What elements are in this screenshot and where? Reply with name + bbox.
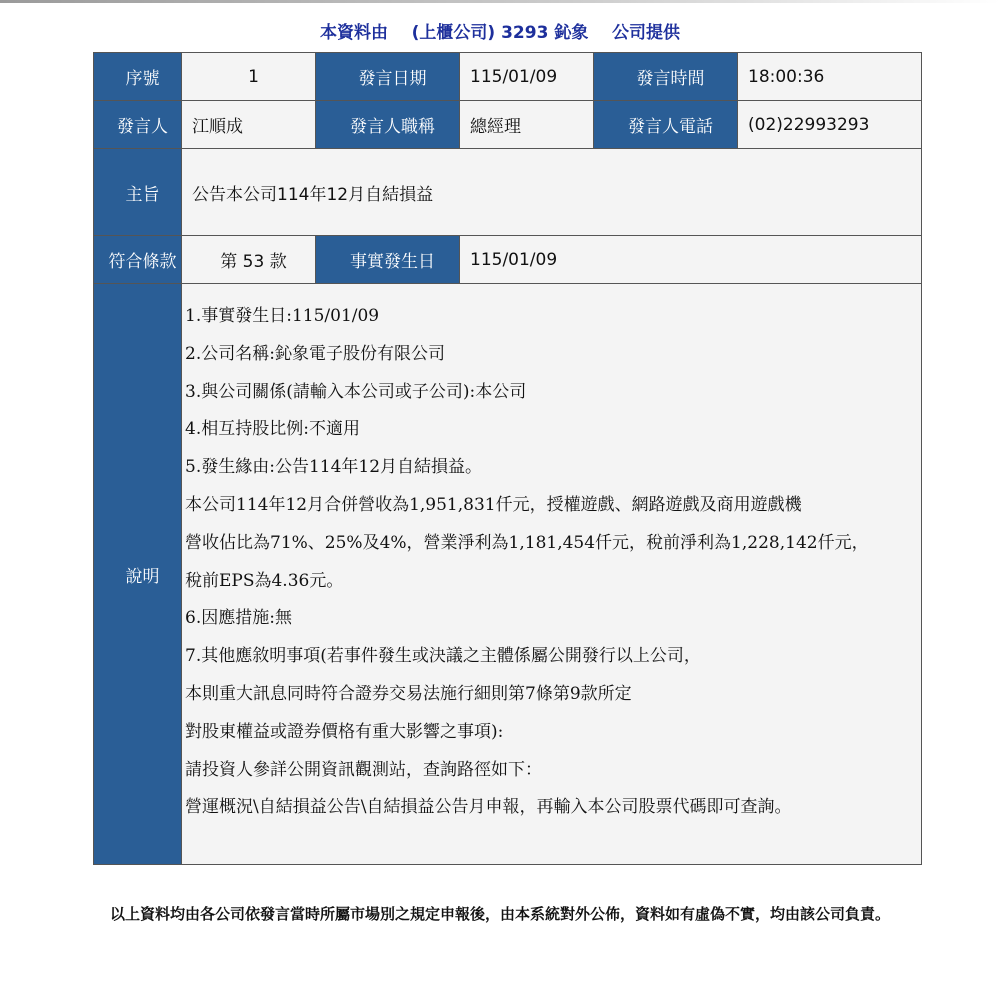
fact-date-label: 事實發生日 <box>316 236 460 284</box>
time-value: 18:00:36 <box>738 53 922 101</box>
description-line: 本公司114年12月合併營收為1,951,831仟元，授權遊戲、網路遊戲及商用遊戲機 <box>185 494 802 515</box>
table-row <box>94 53 922 101</box>
speaker-phone-value: (02)22993293 <box>738 101 922 149</box>
date-label: 發言日期 <box>316 53 460 101</box>
description-line: 營運概況\自結損益公告\自結損益公告月申報，再輸入本公司股票代碼即可查詢。 <box>185 797 792 818</box>
header-suffix: 公司提供 <box>612 23 681 43</box>
header-prefix: 本資料由 <box>319 23 388 43</box>
description-line: 7.其他應敘明事項(若事件發生或決議之主體係屬公開發行以上公司， <box>185 646 701 667</box>
description-line: 6.因應措施:無 <box>185 608 292 629</box>
subject-value: 公告本公司114年12月自結損益 <box>182 149 922 236</box>
speaker-title-label: 發言人職稱 <box>316 101 460 149</box>
table-row <box>94 236 922 284</box>
description-label: 說明 <box>94 284 182 865</box>
seq-label: 序號 <box>94 53 182 101</box>
description-line: 營收佔比為71%、25%及4%，營業淨利為1,181,454仟元，稅前淨利為1,228,142仟元， <box>185 532 869 553</box>
time-label: 發言時間 <box>594 53 738 101</box>
description-line: 1.事實發生日:115/01/09 <box>185 306 380 326</box>
description-line: 請投資人參詳公開資訊觀測站，查詢路徑如下： <box>185 759 542 780</box>
description-line: 稅前EPS為4.36元。 <box>185 570 344 591</box>
source-header <box>0 18 1000 43</box>
header-company: (上櫃公司) 3293 鈊象 <box>411 23 589 43</box>
speaker-value: 江順成 <box>182 101 316 149</box>
fact-date-value: 115/01/09 <box>460 236 922 284</box>
table-row <box>94 149 922 236</box>
description-line: 對股東權益或證券價格有重大影響之事項): <box>185 721 504 742</box>
announcement-table <box>93 52 922 865</box>
speaker-label: 發言人 <box>94 101 182 149</box>
date-value: 115/01/09 <box>460 53 594 101</box>
description-line: 5.發生緣由:公告114年12月自結損益。 <box>185 457 483 478</box>
subject-label: 主旨 <box>94 149 182 236</box>
clause-value: 第 53 款 <box>182 236 316 284</box>
table-row <box>94 284 922 865</box>
description-body <box>182 284 922 865</box>
speaker-title-value: 總經理 <box>460 101 594 149</box>
top-divider <box>0 0 1000 3</box>
description-line: 3.與公司關係(請輸入本公司或子公司):本公司 <box>185 381 527 402</box>
disclaimer-footer: 以上資料均由各公司依發言當時所屬市場別之規定申報後，由本系統對外公佈，資料如有虛偽不實，均由該公司負責。 <box>109 905 890 923</box>
speaker-phone-label: 發言人電話 <box>594 101 738 149</box>
description-line: 4.相互持股比例:不適用 <box>185 419 360 440</box>
clause-label: 符合條款 <box>94 236 182 284</box>
description-line: 2.公司名稱:鈊象電子股份有限公司 <box>185 343 445 364</box>
seq-value: 1 <box>182 53 316 101</box>
description-line: 本則重大訊息同時符合證券交易法施行細則第7條第9款所定 <box>185 683 632 704</box>
table-row <box>94 101 922 149</box>
